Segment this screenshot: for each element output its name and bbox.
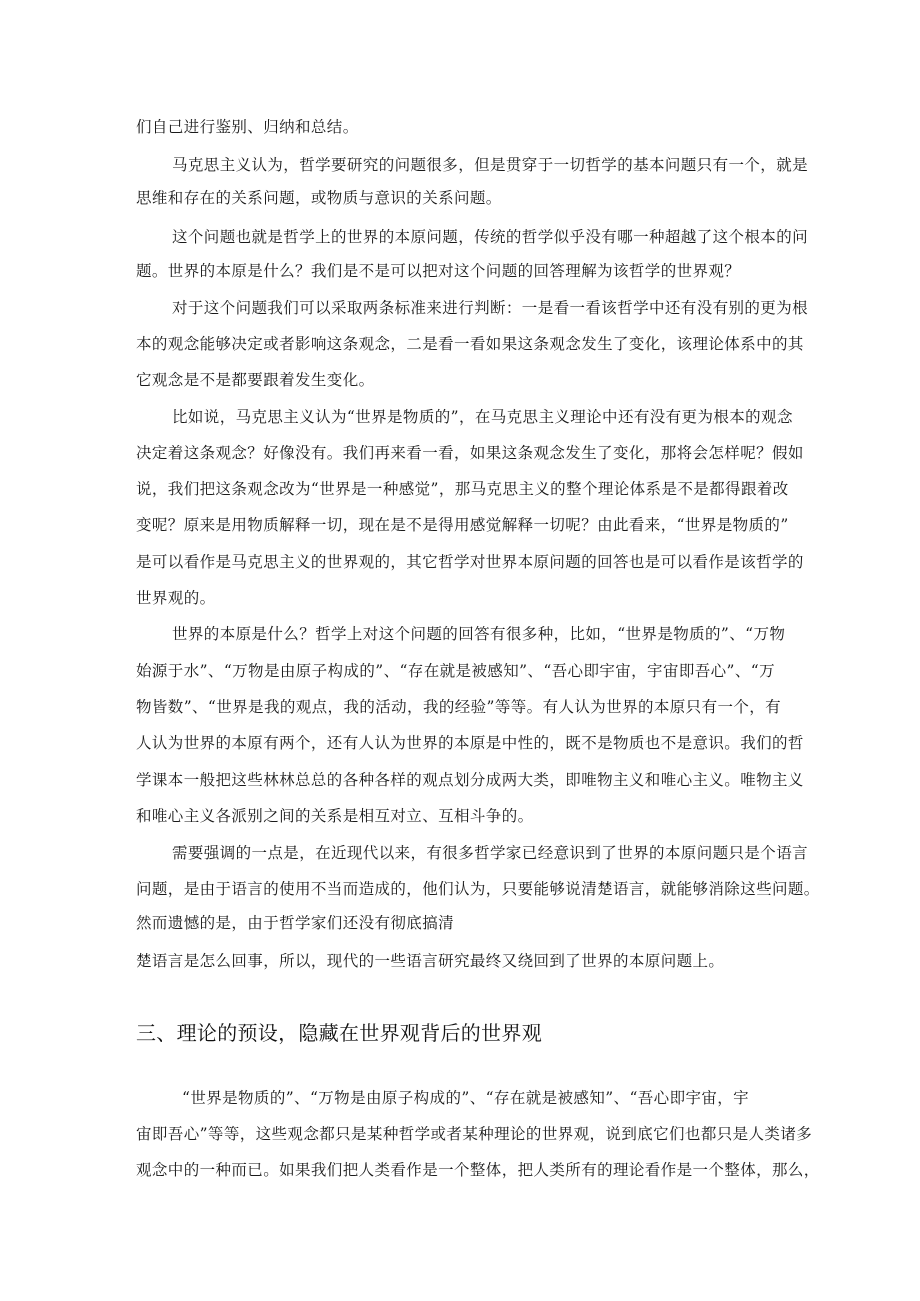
text-line: 问题，是由于语言的使用不当而造成的，他们认为，只要能够说清楚语言，就能够消除这些问题。: [136, 880, 820, 898]
section-heading: 三、理论的预设，隐藏在世界观背后的世界观: [136, 1021, 542, 1045]
paragraph-first-line: “世界是物质的”、“万物是由原子构成的”、“存在就是被感知”、“吾心即宇宙，宇: [182, 1089, 750, 1107]
text-line: 物皆数”、“世界是我的观点，我的活动，我的经验”等等。有人认为世界的本原只有一个，有: [136, 698, 782, 716]
paragraph-first-line: 对于这个问题我们可以采取两条标准来进行判断：一是看一看该哲学中还有没有别的更为根: [172, 299, 809, 317]
text-line: 变呢？原来是用物质解释一切，现在是不是得用感觉解释一切呢？由此看来，“世界是物质的”: [136, 516, 789, 534]
text-line: 宙即吾心”等等，这些观念都只是某种哲学或者某种理论的世界观，说到底它们也都只是人类诸多: [136, 1125, 813, 1143]
text-line: 楚语言是怎么回事，所以，现代的一些语言研究最终又绕回到了世界的本原问题上。: [136, 952, 725, 970]
text-line: 它观念是不是都要跟着发生变化。: [136, 371, 375, 389]
text-line: 人认为世界的本原有两个，还有人认为世界的本原是中性的，既不是物质也不是意识。我们的哲: [136, 734, 804, 752]
paragraph-first-line: 马克思主义认为，哲学要研究的问题很多，但是贯穿于一切哲学的基本问题只有一个，就是: [172, 156, 809, 174]
text-line: 世界观的。: [136, 589, 216, 607]
text-line: 说，我们把这条观念改为“世界是一种感觉”，那马克思主义的整个理论体系是不是都得跟着改: [136, 480, 789, 498]
paragraph-first-line: 这个问题也就是哲学上的世界的本原问题，传统的哲学似乎没有哪一种超越了这个根本的问: [172, 228, 809, 246]
text-line: 是可以看作是马克思主义的世界观的，其它哲学对世界本原问题的回答也是可以看作是该哲学的: [136, 553, 804, 571]
paragraph-first-line: 比如说，马克思主义认为“世界是物质的”，在马克思主义理论中还有没有更为根本的观念: [172, 408, 793, 426]
text-line: 题。世界的本原是什么？我们是不是可以把对这个问题的回答理解为该哲学的世界观？: [136, 262, 741, 280]
text-line: 们自己进行鉴别、归纳和总结。: [136, 118, 359, 136]
text-line: 学课本一般把这些林林总总的各种各样的观点划分成两大类，即唯物主义和唯心主义。唯物主义: [136, 771, 804, 789]
text-line: 本的观念能够决定或者影响这条观念，二是看一看如果这条观念发生了变化，该理论体系中的其: [136, 335, 804, 353]
text-line: 决定着这条观念？好像没有。我们再来看一看，如果这条观念发生了变化，那将会怎样呢？假如: [136, 444, 804, 462]
text-line: 观念中的一种而已。如果我们把人类看作是一个整体，把人类所有的理论看作是一个整体，那么，: [136, 1161, 820, 1179]
text-line: 然而遗憾的是，由于哲学家们还没有彻底搞清: [136, 914, 455, 932]
paragraph-first-line: 世界的本原是什么？哲学上对这个问题的回答有很多种，比如，“世界是物质的”、“万物: [172, 625, 786, 643]
text-line: 思维和存在的关系问题，或物质与意识的关系问题。: [136, 189, 502, 207]
paragraph-first-line: 需要强调的一点是，在近现代以来，有很多哲学家已经意识到了世界的本原问题只是个语言: [172, 844, 809, 862]
text-line: 始源于水”、“万物是由原子构成的”、“存在就是被感知”、“吾心即宇宙，宇宙即吾心”、“万: [136, 662, 775, 680]
text-line: 和唯心主义各派别之间的关系是相互对立、互相斗争的。: [136, 807, 534, 825]
